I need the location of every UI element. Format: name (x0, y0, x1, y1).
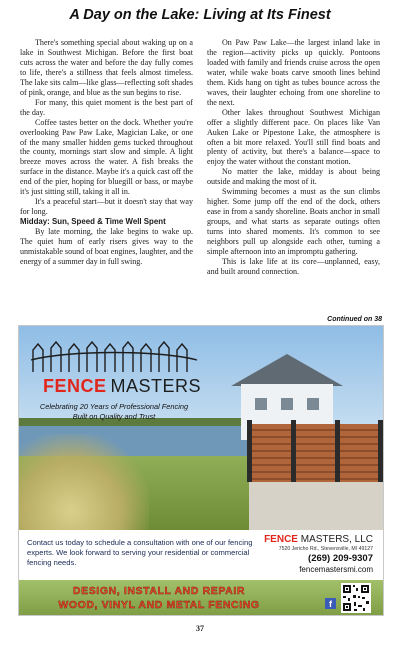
ad-service-banner (19, 580, 383, 615)
tagline-line: Celebrating 20 Years of Professional Fencing (39, 402, 189, 411)
company-phone[interactable]: (269) 209-9307 (308, 553, 373, 564)
paragraph: It's a peaceful start—but it doesn't stay that way for long. (20, 197, 193, 217)
fence-masters-advertisement[interactable] (18, 325, 384, 616)
house-window (281, 398, 293, 410)
article-title: A Day on the Lake: Living at Its Finest (69, 7, 331, 23)
qr-code-icon[interactable] (341, 583, 371, 613)
paragraph: Swimming becomes a must as the sun climbs higher. Some jump off the end of the dock, others ease in from a sandy shoreline. Boats anchor in small groups, and what starts as separate outings often turns into shared moments. It's common to see neighbors pull up alongside each other, turning a simple afternoon into an impromptu gathering. (207, 187, 380, 257)
continued-note[interactable]: Continued on 38 (327, 316, 382, 323)
facebook-icon[interactable]: f (325, 598, 336, 609)
article-left-column (20, 38, 193, 267)
fence-post (335, 420, 340, 482)
house-roof (231, 354, 343, 386)
fence-post (291, 420, 296, 482)
tagline-line: Built on Quality and Trust (72, 412, 156, 421)
fence-masters-logo-block (29, 338, 202, 430)
paragraph: There's something special about waking up on a lake in Southwest Michigan. Before the first boat cuts across the water and before the day fully comes to life, there's a stillness that feels almost timeless. The lake sits calm—like glass—reflecting soft shades of pink, orange, and blue as the sun begins to rise. (20, 38, 193, 97)
wood-fence-image (247, 424, 383, 482)
paragraph: Other lakes throughout Southwest Michigan offer a slightly different pace. On places like Van Auken Lake or Pipestone Lake, the atmosphere is often a bit more relaxed. You'll still find boats and plenty of activity, but there's a balance—space to enjoy the water without the constant motion. (207, 107, 380, 167)
house-window (255, 398, 267, 410)
banner-line: DESIGN, INSTALL AND REPAIR (72, 585, 246, 597)
ad-call-to-action: Contact us today to schedule a consultation with one of our fencing experts. We look forward to serving your residential or commercial fencing needs. (27, 538, 253, 567)
section-heading-midday: Midday: Sun, Speed & Time Well Spent (20, 217, 166, 227)
ornamental-grass (19, 434, 149, 530)
company-details (264, 534, 373, 574)
driveway (249, 482, 383, 530)
paragraph: This is lake life at its core—unplanned, easy, and built around connection. (207, 256, 380, 276)
company-name-red: FENCE (264, 534, 298, 545)
banner-line: WOOD, VINYL AND METAL FENCING (58, 599, 260, 611)
paragraph: On Paw Paw Lake—the largest inland lake in the region—activity picks up quickly. Pontoons loaded with family and friends cruise across the open water, while wake boats carve smooth lines behind them. Kids hang on tight as tubes bounce across the waves, their laughter echoing from one shoreline to the next. (207, 38, 380, 107)
paragraph: For many, this quiet moment is the best part of the day. (20, 97, 193, 117)
company-address: 7520 Jericho Rd., Stevensville, MI 49127 (278, 546, 373, 552)
house-window (307, 398, 319, 410)
paragraph: No matter the lake, midday is about being outside and making the most of it. (207, 167, 380, 187)
fence-post (247, 420, 252, 482)
fence-post (378, 420, 383, 482)
picket-fence-logo-icon (29, 338, 199, 374)
brand-name-black: MASTERS (110, 376, 202, 396)
ad-tagline (31, 402, 197, 422)
paragraph: Coffee tastes better on the dock. Whether you're overlooking Paw Paw Lake, Magician Lake, or one of the many smaller hidden gems tucked throughout the county, mornings start slow and simple. A light breeze moves across the water. A fish breaks the surface in the distance. Maybe it's a quick cast off the end of the pier, hoping for bluegill or bass, or maybe it's just sitting still, taking it all in. (20, 117, 193, 197)
brand-name (43, 376, 201, 397)
ad-contact-panel (19, 530, 383, 580)
page-number: 37 (196, 624, 204, 633)
paragraph: By late morning, the lake begins to wake up. The quiet hum of early risers gives way to the unmistakable sound of boat engines, laughter, and the energy of a summer day in full swing. (20, 227, 193, 266)
article-right-column (207, 38, 380, 277)
company-name (264, 534, 373, 545)
company-name-rest: MASTERS, LLC (300, 534, 373, 545)
brand-name-red: FENCE (43, 376, 107, 396)
company-website[interactable]: fencemastersmi.com (299, 565, 373, 574)
